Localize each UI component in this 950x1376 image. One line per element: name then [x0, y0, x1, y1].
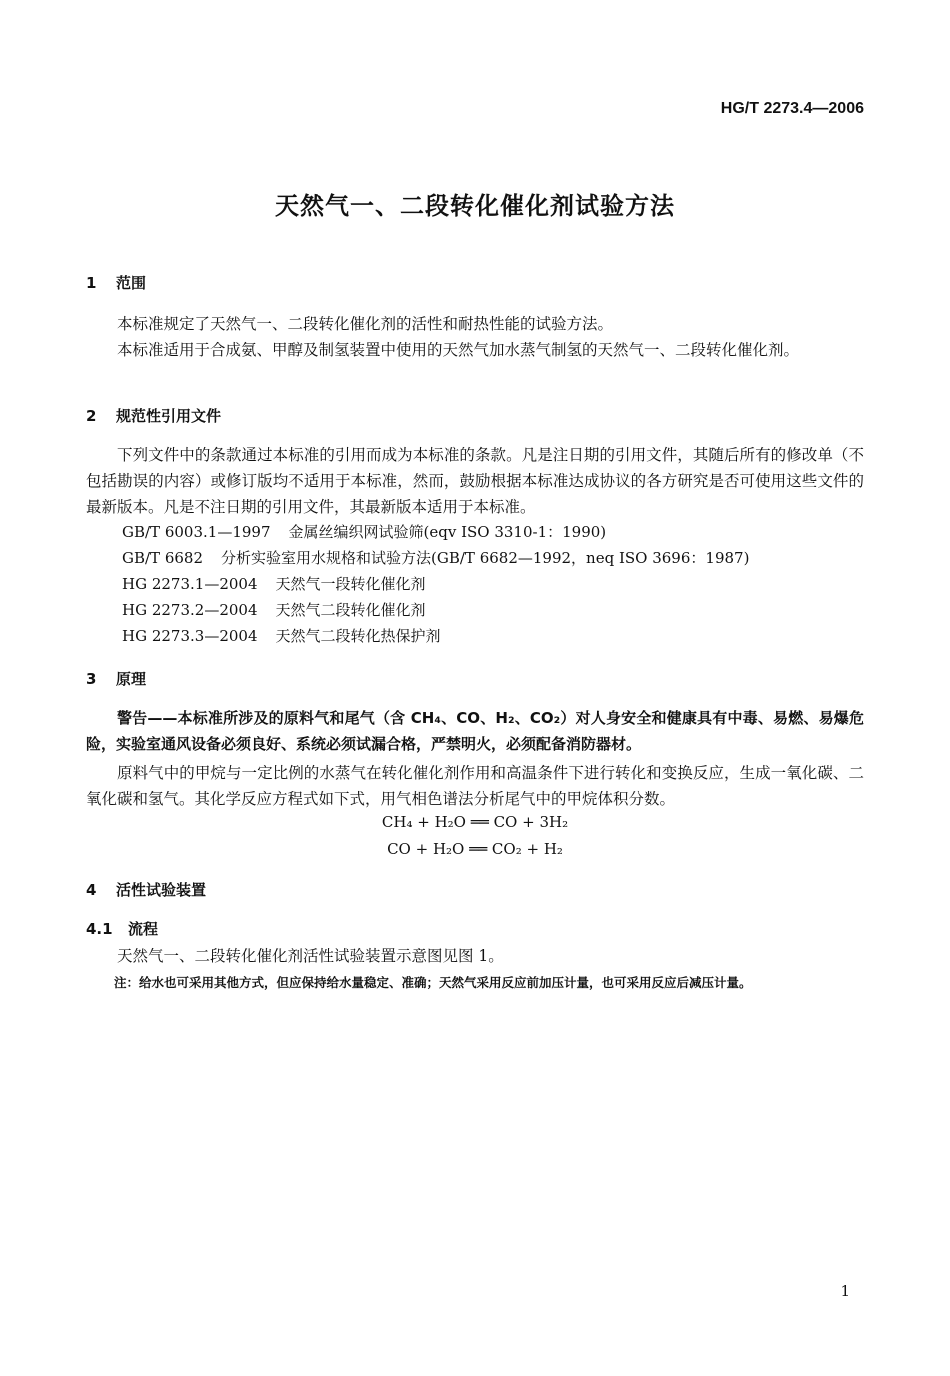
section-title: 范围: [116, 274, 147, 292]
equation-2: CO + H₂O ══ CO₂ + H₂: [387, 840, 563, 858]
page-number: 1: [840, 1282, 850, 1300]
normative-references-paragraph: 下列文件中的条款通过本标准的引用而成为本标准的条款。凡是注日期的引用文件，其随后所有的修改单（不包括勘误的内容）或修订版均不适用于本标准，然而，鼓励根据本标准达成协议的各方研究是否可使用这些文件的最新版本。凡是不注日期的引用文件，其最新版本适用于本标准。: [86, 446, 864, 516]
reference-item: [122, 521, 606, 542]
section-title: 原理: [116, 670, 147, 688]
scope-paragraph-2: 本标准适用于合成氨、甲醇及制氢装置中使用的天然气加水蒸气制氢的天然气一、二段转化催化剂。: [117, 341, 800, 359]
reference-item: [122, 547, 749, 568]
document-title: 天然气一、二段转化催化剂试验方法: [275, 192, 675, 220]
warning-paragraph: 警告——本标准所涉及的原料气和尾气（含 CH₄、CO、H₂、CO₂）对人身安全和健康具有中毒、易燃、易爆危险，实验室通风设备必须良好、系统必须试漏合格，严禁明火，必须配备消防器材。: [86, 709, 864, 753]
section-number: 3: [86, 670, 97, 688]
reference-code: GB/T 6682: [122, 549, 204, 567]
reference-item: [122, 573, 426, 594]
section-number: 1: [86, 274, 97, 292]
section-title: 活性试验装置: [116, 881, 207, 899]
section-number: 2: [86, 407, 97, 425]
section-number: 4.1: [86, 920, 113, 938]
reference-item: [122, 625, 441, 646]
reference-code: HG 2273.1—2004: [122, 575, 258, 593]
scope-paragraph-1: 本标准规定了天然气一、二段转化催化剂的活性和耐热性能的试验方法。: [117, 315, 614, 333]
section-2-heading: [86, 405, 221, 426]
section-4-heading: [86, 879, 206, 900]
section-3-heading: [86, 668, 146, 689]
reference-title: 分析实验室用水规格和试验方法(GB/T 6682—1992，neq ISO 3696：1987): [221, 549, 750, 567]
flow-paragraph: 天然气一、二段转化催化剂活性试验装置示意图见图 1。: [117, 947, 504, 965]
section-title: 规范性引用文件: [116, 407, 222, 425]
reference-title: 天然气二段转化催化剂: [275, 601, 426, 619]
reference-title: 天然气一段转化催化剂: [275, 575, 426, 593]
principle-paragraph: 原料气中的甲烷与一定比例的水蒸气在转化催化剂作用和高温条件下进行转化和变换反应，生成一氧化碳、二氧化碳和氢气。其化学反应方程式如下式，用气相色谱法分析尾气中的甲烷体积分数。: [86, 764, 864, 808]
section-number: 4: [86, 881, 97, 899]
reference-item: [122, 599, 426, 620]
equation-1: CH₄ + H₂O ══ CO + 3H₂: [381, 813, 569, 831]
standard-code: HG/T 2273.4—2006: [720, 100, 864, 117]
reference-code: HG 2273.2—2004: [122, 601, 258, 619]
section-1-heading: [86, 272, 146, 293]
reference-title: 天然气二段转化热保护剂: [275, 627, 441, 645]
section-title: 流程: [128, 920, 159, 938]
section-4-1-heading: [86, 918, 158, 939]
reference-title: 金属丝编织网试验筛(eqv ISO 3310-1：1990): [288, 523, 607, 541]
reference-code: HG 2273.3—2004: [122, 627, 258, 645]
note: 注：给水也可采用其他方式，但应保持给水量稳定、准确；天然气采用反应前加压计量，也可采用反应后减压计量。: [114, 975, 752, 990]
reference-code: GB/T 6003.1—1997: [122, 523, 271, 541]
